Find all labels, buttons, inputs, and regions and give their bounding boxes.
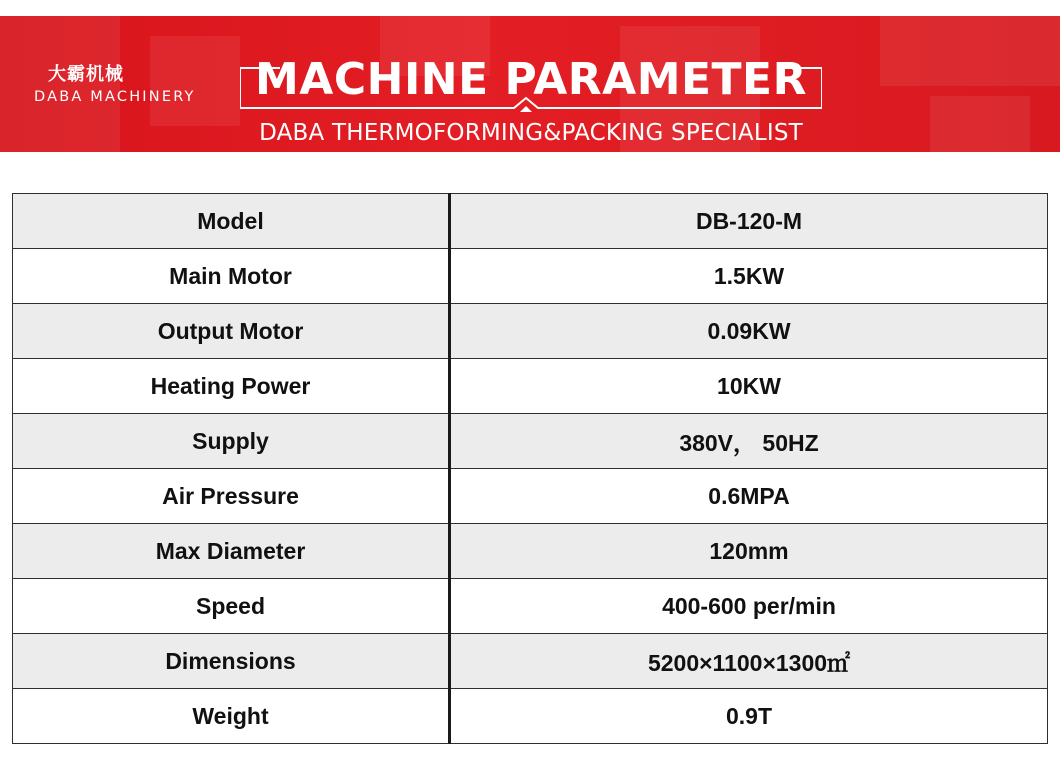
- table-row: [13, 194, 1048, 249]
- table-row: [13, 304, 1048, 359]
- parameter-value: 400-600 per/min: [450, 579, 1048, 634]
- parameter-label: Output Motor: [13, 304, 450, 359]
- table-row: [13, 634, 1048, 689]
- table-row: [13, 689, 1048, 744]
- logo-english-text: DABA MACHINERY: [34, 89, 196, 105]
- page-title: MACHINE PARAMETER: [254, 54, 807, 105]
- table-row: [13, 359, 1048, 414]
- parameter-label: Weight: [13, 689, 450, 744]
- parameter-value: 5200×1100×1300㎡: [450, 634, 1048, 689]
- table-row: [13, 249, 1048, 304]
- parameter-value: 120mm: [450, 524, 1048, 579]
- parameter-label: Speed: [13, 579, 450, 634]
- parameter-label: Supply: [13, 414, 450, 469]
- table-row: [13, 469, 1048, 524]
- company-logo: [34, 60, 204, 105]
- title-frame: [240, 54, 822, 112]
- parameter-value: 1.5KW: [450, 249, 1048, 304]
- parameter-label: Air Pressure: [13, 469, 450, 524]
- parameter-value: 0.09KW: [450, 304, 1048, 359]
- parameter-label: Max Diameter: [13, 524, 450, 579]
- parameter-label: Main Motor: [13, 249, 450, 304]
- logo-chinese-text: 大霸机械: [48, 64, 124, 85]
- parameter-label: Model: [13, 194, 450, 249]
- table-row: [13, 579, 1048, 634]
- parameter-table: [12, 193, 1048, 744]
- table-row: [13, 524, 1048, 579]
- parameter-label: Heating Power: [13, 359, 450, 414]
- parameter-value: 10KW: [450, 359, 1048, 414]
- parameter-value: 380V， 50HZ: [450, 414, 1048, 469]
- header-banner: [0, 16, 1060, 152]
- parameter-value: DB-120-M: [450, 194, 1048, 249]
- table-row: [13, 414, 1048, 469]
- parameter-value: 0.6MPA: [450, 469, 1048, 524]
- page-subtitle: DABA THERMOFORMING&PACKING SPECIALIST: [259, 120, 803, 146]
- parameter-value: 0.9T: [450, 689, 1048, 744]
- parameter-label: Dimensions: [13, 634, 450, 689]
